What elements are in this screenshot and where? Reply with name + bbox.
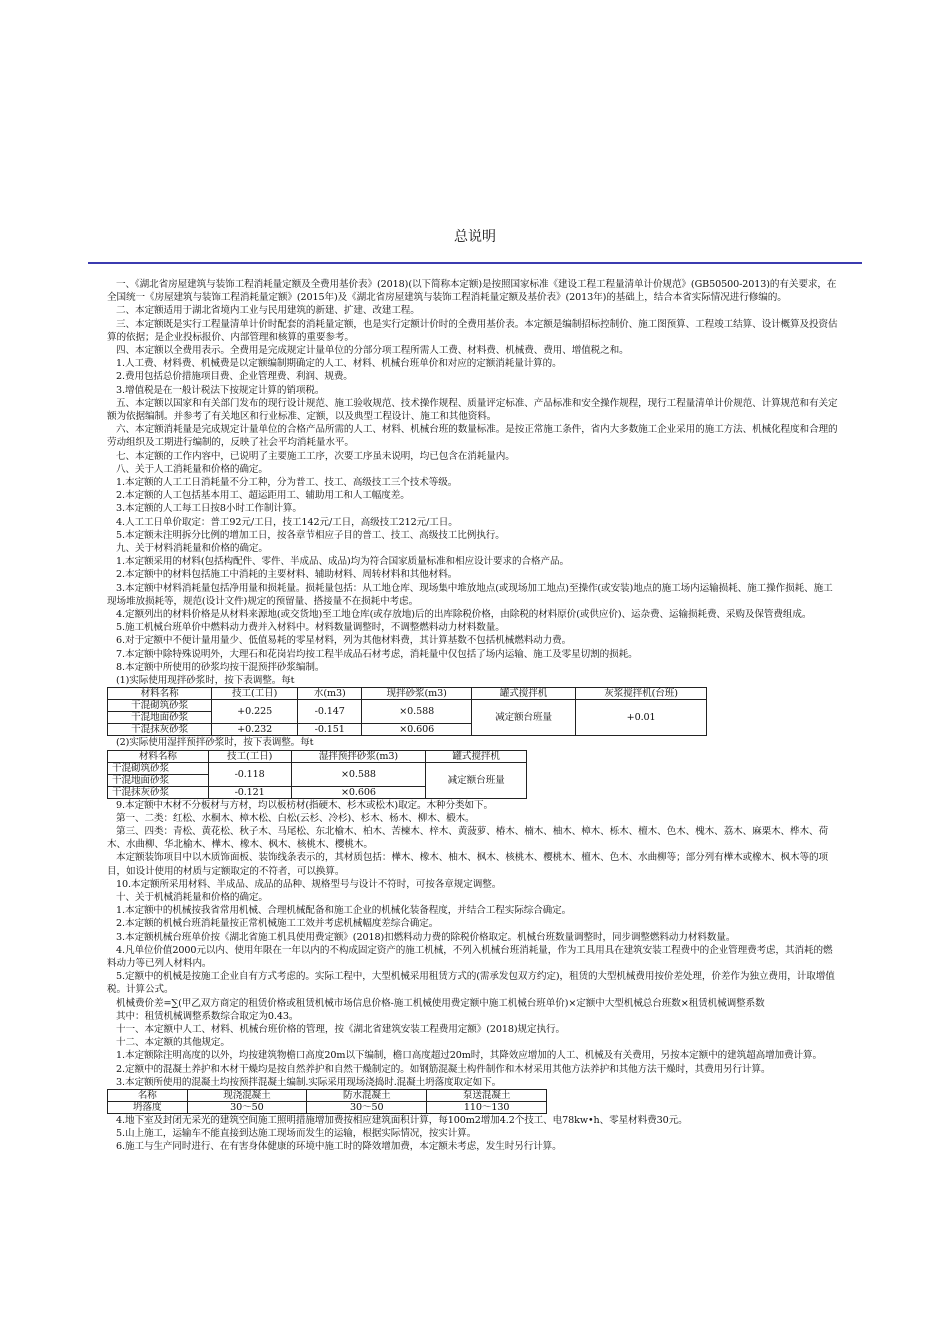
document-body	[107, 278, 841, 1154]
table-cell: -0.118	[208, 762, 291, 786]
paragraph: 3.本定额机械台班单价按《湖北省施工机具使用费定额》(2018)扣燃料动力费的除税价格取定。机械台班数量调整时，同步调整燃料动力材料数量。	[116, 931, 736, 943]
table-cell: ×0.588	[291, 762, 426, 786]
paragraph: 七、本定额的工作内容中，已说明了主要施工工序，次要工序虽未说明，均已包含在消耗量内。	[116, 450, 515, 462]
paragraph: 9.本定额中木材不分板材与方材，均以板枋材(指硬木、杉木或松木)取定。木种分类如下。	[116, 799, 494, 811]
paragraph: 8.本定额中所使用的砂浆均按干混预拌砂浆编制。	[116, 661, 325, 673]
table-cell: 干混地面砂浆	[108, 712, 212, 724]
paragraph: 7.本定额中除特殊说明外，大理石和花岗岩均按工程半成品石材考虑，消耗量中仅包括了场内运输、施工及零星切割的损耗。	[116, 648, 638, 660]
paragraph: 10.本定额所采用材料、半成品、成品的品种、规格型号与设计不符时，可按各章规定调整。	[116, 878, 502, 890]
paragraph: (1)实际使用现拌砂浆时，按下表调整。每t	[116, 675, 295, 687]
table-header: 湿拌预拌砂浆(m3)	[291, 750, 426, 762]
paragraph: 4.人工工日单价取定：普工92元/工日，技工142元/工日，高级技工212元/工日。	[116, 516, 458, 528]
paragraph: 2.定额中的混凝土养护和木材干燥均是按自然养护和自然干燥制定的。如钢筋混凝土构件制作和木材采用其他方法养护和其他方法干燥时，其费用另行计算。	[116, 1063, 771, 1075]
paragraph: 第三、四类：青松、黄花松、秋子木、马尾松、东北榆木、柏木、苦楝木、梓木、黄菠萝、椿木、楠木、柚木、樟木、栎木、檀木、色木、槐木、荔木、麻栗木、桦木、荷木、水曲柳、华北榆木、樺木、橡木、枫木、核桃木、樱桃木。	[107, 825, 829, 851]
table-header: 泵送混凝土	[427, 1089, 547, 1101]
table-cell: 减定额台班量	[426, 762, 527, 798]
table-header: 罐式搅拌机	[426, 750, 527, 762]
title-underline	[88, 262, 862, 264]
table-header: 材料名称	[108, 750, 209, 762]
table-header: 灰浆搅拌机(台班)	[576, 688, 707, 700]
paragraph: 1.本定额中的机械按我省常用机械、合理机械配备和施工企业的机械化装备程度，并结合工程实际综合确定。	[116, 905, 572, 917]
paragraph: 2.本定额中的材料包括施工中消耗的主要材料、辅助材料、周转材料和其他材料。	[116, 569, 458, 581]
paragraph: 三、本定额既是实行工程量清单计价时配套的消耗量定额，也是实行定额计价时的全费用基价表。本定额是编制招标控制价、施工图预算、工程竣工结算、设计概算及投资估算的依据；是企业投标报价、内部管理和核算的重要参考。	[107, 318, 838, 343]
paragraph: 3.本定额的人工每工日按8小时工作制计算。	[116, 503, 302, 515]
table-mortar-site-mix	[107, 687, 707, 736]
paragraph: 其中：租赁机械调整系数综合取定为0.43。	[116, 1010, 299, 1022]
paragraph: 机械费价差=∑(甲乙双方商定的租赁价格或租赁机械市场信息价格-施工机械使用费定额中施工机械台班单价)×定额中大型机械总台班数×租赁机械调整系数	[116, 997, 765, 1009]
paragraph: 1.本定额采用的材料(包括构配件、零件、半成品、成品)均为符合国家质量标准和相应设计要求的合格产品。	[116, 556, 569, 568]
paragraph: 九、关于材料消耗量和价格的确定。	[116, 543, 268, 555]
table-header: 技工(工日)	[208, 750, 291, 762]
table-cell: +0.01	[576, 700, 707, 736]
paragraph: 八、关于人工消耗量和价格的确定。	[116, 463, 268, 475]
paragraph: 1.人工费、材料费、机械费是以定额编制期确定的人工、材料、机械台班单价和对应的定额消耗量计算的。	[116, 358, 562, 370]
paragraph: 5.本定额未注明拆分比例的增加工日，按各章节相应子目的普工、技工、高级技工比例执行。	[116, 529, 505, 541]
paragraph: 六、本定额消耗量是完成规定计量单位的合格产品所需的人工、材料、机械台班的数量标准。是按正常施工条件，省内大多数施工企业采用的施工方法、机械化程度和合理的劳动组织及工期进行编制的，反映了社会平均消耗量水平。	[107, 424, 838, 449]
paragraph: 四、本定额以全费用表示。全费用是完成规定计量单位的分部分项工程所需人工费、材料费、机械费、费用、增值税之和。	[116, 345, 629, 357]
paragraph: 6.对于定额中不便计量用量少、低值易耗的零星材料，列为其他材料费，其计算基数不包括机械燃料动力费。	[116, 635, 572, 647]
paragraph: (2)实际使用湿拌预拌砂浆时，按下表调整。每t	[116, 737, 314, 749]
paragraph: 2.本定额的人工包括基本用工、超运距用工、辅助用工和人工幅度差。	[116, 490, 410, 502]
paragraph: 4.凡单位价值2000元以内、使用年限在一年以内的不构成固定资产的施工机械，不列入机械台班消耗量，作为工具用具在建筑安装工程费中的企业管理费考虑，其消耗的燃料动力等已列人材料内。	[107, 944, 833, 969]
table-cell: ×0.606	[291, 786, 426, 798]
paragraph: 5.定额中的机械是按施工企业自有方式考虑的。实际工程中，大型机械采用租赁方式的(需承发包双方约定)，租赁的大型机械费用按价差处理，价差作为独立费用，计取增值税。计算公式。	[107, 971, 835, 996]
paragraph: 3.本定额所使用的混凝土均按预拌混凝土编制.实际采用现场浇捣时.混凝土坍落度取定如下。	[116, 1076, 502, 1088]
table-header: 水(m3)	[298, 688, 362, 700]
table-cell: 30～50	[187, 1101, 307, 1113]
paragraph: 十一、本定额中人工、材料、机械台班价格的管理，按《湖北省建筑安装工程费用定额》(2018)规定执行。	[116, 1023, 566, 1035]
table-header: 防水混凝土	[307, 1089, 427, 1101]
table-header: 名称	[108, 1089, 188, 1101]
paragraph: 1.本定额的人工工日消耗量不分工种，分为普工、技工、高级技工三个技术等级。	[116, 477, 458, 489]
paragraph: 1.本定额除注明高度的以外，均按建筑物檐口高度20m以下编制，檐口高度超过20m时，其降效应增加的人工、机械及有关费用，另按本定额中的建筑超高增加费计算。	[116, 1050, 823, 1062]
paragraph: 3.本定额中材料消耗量包括净用量和损耗量。损耗量包括：从工地仓库、现场集中堆放地点(或现场加工地点)至操作(或安装)地点的施工场内运输损耗、施工操作损耗、施工现场堆放损耗等，规范(设计文件)规定的预留量、搭接量不在损耗中考虑。	[107, 582, 833, 607]
table-cell: 干混地面砂浆	[108, 774, 209, 786]
paragraph: 二、本定额适用于湖北省境内工业与民用建筑的新建、扩建、改建工程。	[116, 305, 420, 317]
table-row	[108, 762, 527, 774]
table-cell: +0.232	[212, 724, 298, 736]
paragraph: 4.定额列出的材料价格是从材料来源地(或交货地)至工地仓库(或存放地)后的出库除税价格，由除税的材料原价(或供应价)、运杂费、运输损耗费、采购及保管费组成。	[116, 609, 812, 621]
table-cell: 干混抹灰砂浆	[108, 786, 209, 798]
table-cell: -0.121	[208, 786, 291, 798]
paragraph: 6.施工与生产同时进行、在有害身体健康的环境中施工时的降效增加费，本定额未考虑，发生时另行计算。	[116, 1141, 562, 1153]
table-cell: ×0.606	[362, 724, 471, 736]
table-row	[108, 700, 707, 712]
paragraph: 五、本定额以国家和有关部门发布的现行设计规范、施工验收规范、技术操作规程、质量评定标准、产品标准和安全操作规程，现行工程量清单计价规范、计算规范和有关定额为依据编制。并参考了有关地区和行业标准、定额，以及典型工程设计、施工和其他资料。	[107, 397, 838, 423]
table-header: 现拌砂浆(m3)	[362, 688, 471, 700]
table-cell: 干混砌筑砂浆	[108, 700, 212, 712]
paragraph: 本定额装饰项目中以木质饰面板、装饰线条表示的，其材质包括：樺木、橡木、柚木、枫木、核桃木、樱桃木、檀木、色木、水曲柳等；部分列有樺木或橡木、枫木等的项目，如设计使用的材质与定额取定的不符者，可以换算。	[107, 852, 829, 877]
table-mortar-wet-mix	[107, 750, 527, 799]
paragraph: 5.山上施工，运输车不能直接到达施工现场而发生的运输，根据实际情况，按实计算。	[116, 1128, 477, 1140]
section-a	[107, 278, 841, 687]
table-cell: -0.147	[298, 700, 362, 724]
table-slump	[107, 1089, 547, 1114]
table-cell: +0.225	[212, 700, 298, 724]
table-header: 现浇混凝土	[187, 1089, 307, 1101]
paragraph: 2.本定额的机械台班消耗量按正常机械施工工效并考虑机械幅度差综合确定。	[116, 918, 439, 930]
paragraph: 十二、本定额的其他规定。	[116, 1037, 230, 1049]
table-header: 材料名称	[108, 688, 212, 700]
table-cell: -0.151	[298, 724, 362, 736]
table-cell: 30～50	[307, 1101, 427, 1113]
table-cell: 干混砌筑砂浆	[108, 762, 209, 774]
table-header: 技工(工日)	[212, 688, 298, 700]
paragraph: 2.费用包括总价措施项目费、企业管理费、利润、规费。	[116, 371, 353, 383]
paragraph: 3.增值税是在一般计税法下按规定计算的销项税。	[116, 384, 325, 396]
page-title: 总说明	[454, 229, 496, 245]
paragraph: 十、关于机械消耗量和价格的确定。	[116, 891, 268, 903]
table-cell: 干混抹灰砂浆	[108, 724, 212, 736]
paragraph: 4.地下室及封闭无采光的建筑空间施工照明措施增加费按相应建筑面积计算，每100m2增加4.2个技工、电78kw•h、零星材料费30元。	[116, 1114, 688, 1126]
table-row	[108, 1101, 547, 1113]
table-cell: 坍落度	[108, 1101, 188, 1113]
table-header: 罐式搅拌机	[471, 688, 575, 700]
paragraph: 一、《湖北省房屋建筑与装饰工程消耗量定额及全费用基价表》(2018)(以下简称本定额)是按照国家标准《建设工程工程量清单计价规范》(GB50500-2013)的有关要求，在全国统一《房屋建筑与装饰工程消耗量定额》(2015年)及《湖北省房屋建筑与装饰工程消耗量定额及基价表》(2013年)的基础上，结合本省实际情况进行修编的。	[107, 279, 837, 304]
section-c	[107, 1114, 841, 1154]
table-cell: 110～130	[427, 1101, 547, 1113]
paragraph: 5.施工机械台班单价中燃料动力费并入材料中。材料数量调整时，不调整燃料动力材料数量。	[116, 622, 505, 634]
table-cell: ×0.588	[362, 700, 471, 724]
table-cell: 减定额台班量	[471, 700, 575, 736]
section-b	[107, 799, 841, 1089]
paragraph: 第一、二类：红松、水桐木、樟木松、白松(云杉、冷杉)、杉木、杨木、柳木、椴木。	[116, 812, 475, 824]
